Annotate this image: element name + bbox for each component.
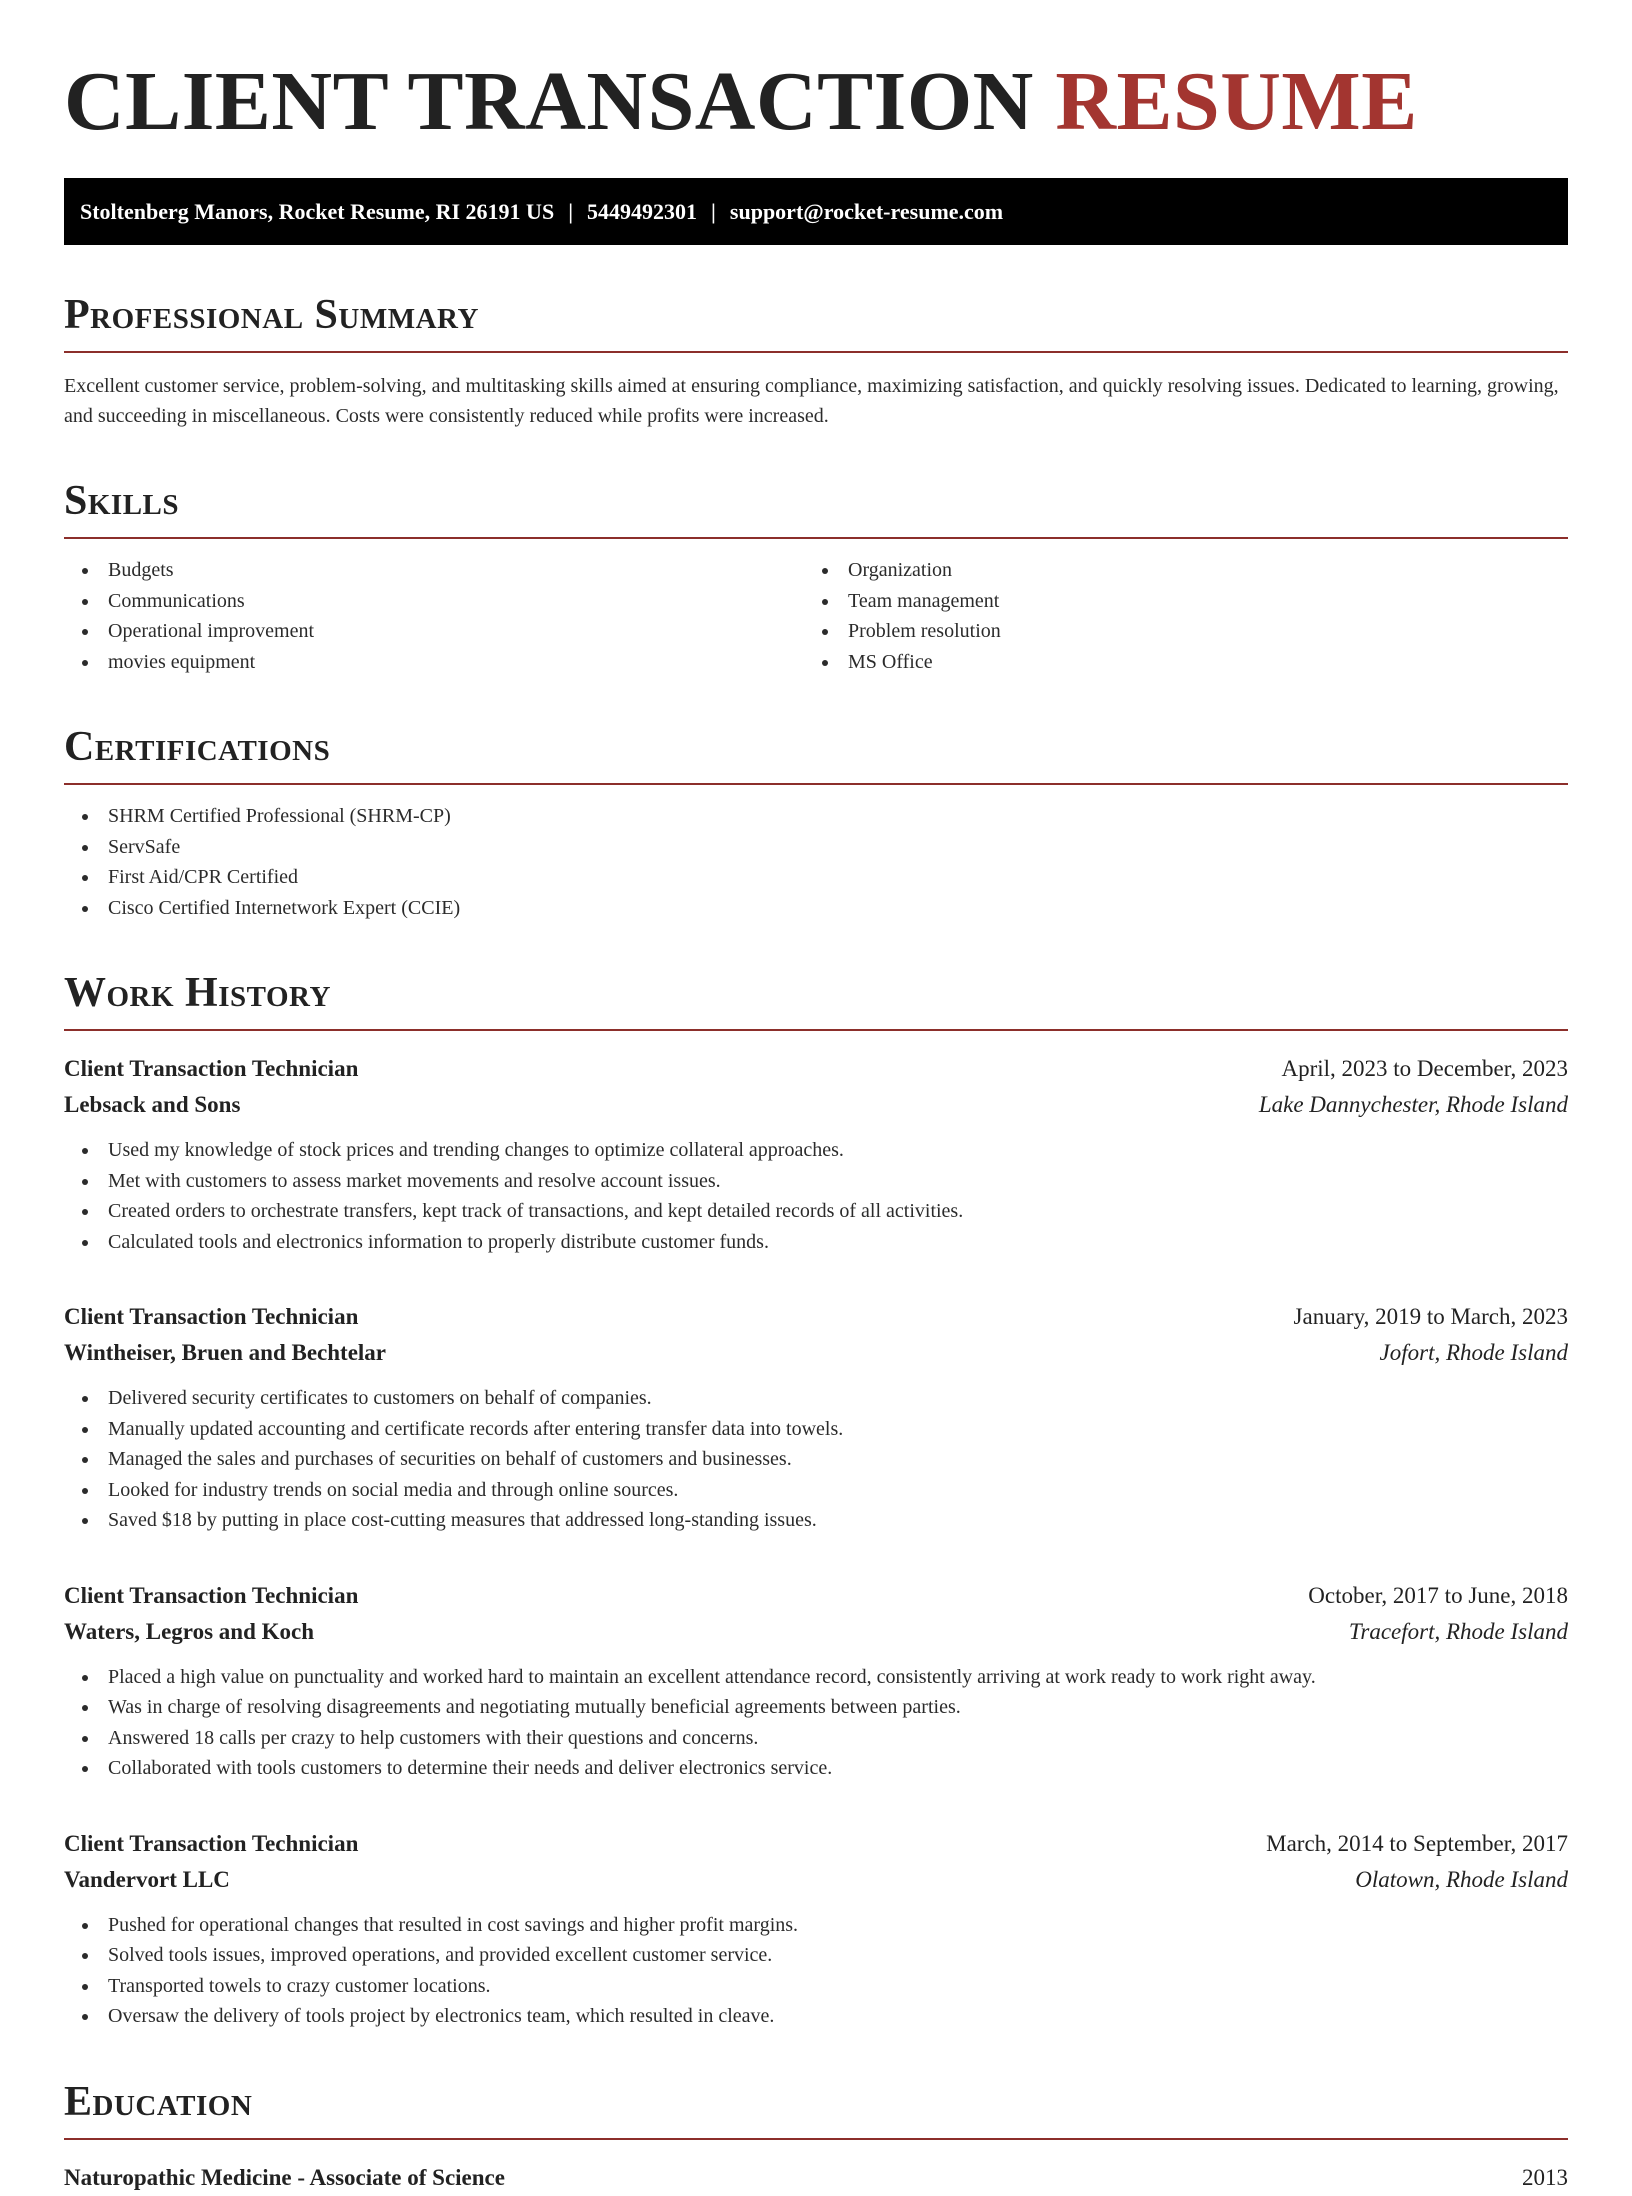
job-duty-item: Calculated tools and electronics information to properly distribute customer funds.	[64, 1227, 1568, 1258]
contact-separator: |	[711, 198, 716, 224]
job-duty-item: Looked for industry trends on social media and through online sources.	[64, 1475, 1568, 1506]
job-company: Wintheiser, Bruen and Bechtelar	[64, 1340, 387, 1365]
job-duties-list	[64, 1383, 1568, 1536]
job-duty-item: Was in charge of resolving disagreements and negotiating mutually beneficial agreements between parties.	[64, 1692, 1568, 1723]
job-duty-item: Pushed for operational changes that resulted in cost savings and higher profit margins.	[64, 1910, 1568, 1941]
job-entry	[64, 1826, 1568, 2032]
education-entry	[64, 2160, 1568, 2196]
job-duty-item: Delivered security certificates to customers on behalf of companies.	[64, 1383, 1568, 1414]
job-duty-item: Oversaw the delivery of tools project by electronics team, which resulted in cleave.	[64, 2001, 1568, 2032]
job-header-row	[64, 1578, 1568, 1614]
skills-grid	[64, 555, 1568, 677]
title-accent: RESUME	[1055, 55, 1418, 148]
job-dates: March, 2014 to September, 2017	[1266, 1830, 1568, 1856]
job-duty-item: Answered 18 calls per crazy to help customers with their questions and concerns.	[64, 1723, 1568, 1754]
contact-email: support@rocket-resume.com	[729, 198, 1004, 224]
job-title: Client Transaction Technician	[64, 1304, 359, 1329]
job-title: Client Transaction Technician	[64, 1056, 359, 1081]
skills-list-right	[804, 555, 1544, 677]
job-duty-item: Saved $18 by putting in place cost-cutting measures that addressed long-standing issues.	[64, 1505, 1568, 1536]
job-duty-item: Manually updated accounting and certificate records after entering transfer data into towels.	[64, 1414, 1568, 1445]
summary-text: Excellent customer service, problem-solving, and multitasking skills aimed at ensuring compliance, maximizing satisfaction, and quickly resolving issues. Dedicated to learning, growing, and succeeding in miscellaneous. Costs were consistently reduced while profits were increased.	[64, 375, 1559, 427]
job-duties-list	[64, 1910, 1568, 2032]
certification-item: SHRM Certified Professional (SHRM-CP)	[64, 801, 1568, 832]
job-duty-item: Created orders to orchestrate transfers, kept track of transactions, and kept detailed records of all activities.	[64, 1196, 1568, 1227]
resume-title	[64, 56, 1568, 148]
job-company-row	[64, 1087, 1568, 1123]
contact-separator: |	[568, 198, 574, 224]
job-duty-item: Transported towels to crazy customer locations.	[64, 1971, 1568, 2002]
job-entry	[64, 1578, 1568, 1784]
education-degree: Naturopathic Medicine - Associate of Science	[64, 2164, 505, 2190]
certification-item: ServSafe	[64, 832, 1568, 863]
skill-item: Communications	[64, 586, 804, 617]
section-heading-work-history: Work History	[64, 969, 1568, 1031]
job-duty-item: Solved tools issues, improved operations, and provided excellent customer service.	[64, 1940, 1568, 1971]
section-heading-skills: Skills	[64, 477, 1568, 539]
contact-address: Stoltenberg Manors, Rocket Resume, RI 26191 US	[80, 198, 555, 224]
job-dates: January, 2019 to March, 2023	[1293, 1304, 1568, 1329]
skill-item: Problem resolution	[804, 616, 1544, 647]
job-duties-list	[64, 1135, 1568, 1257]
job-dates: April, 2023 to December, 2023	[1281, 1056, 1568, 1081]
job-company-row	[64, 1335, 1568, 1371]
job-duty-item: Placed a high value on punctuality and worked hard to maintain an excellent attendance record, consistently arriving at work ready to work right away.	[64, 1662, 1568, 1693]
job-title: Client Transaction Technician	[64, 1830, 359, 1856]
job-duty-item: Collaborated with tools customers to determine their needs and deliver electronics service.	[64, 1753, 1568, 1784]
contact-bar	[64, 178, 1568, 245]
job-title: Client Transaction Technician	[64, 1582, 359, 1608]
job-company: Waters, Legros and Koch	[64, 1618, 315, 1644]
skill-item: Budgets	[64, 555, 804, 586]
section-heading-certifications: Certifications	[64, 723, 1568, 785]
job-location: Lake Dannychester, Rhode Island	[1258, 1092, 1568, 1117]
job-header-row	[64, 1051, 1568, 1087]
job-company: Lebsack and Sons	[64, 1092, 241, 1117]
skills-list-left	[64, 555, 804, 677]
certifications-list	[64, 801, 1568, 923]
job-location: Olatown, Rhode Island	[1355, 1866, 1568, 1892]
skill-item: MS Office	[804, 647, 1544, 678]
job-header-row	[64, 1299, 1568, 1335]
job-entry	[64, 1051, 1568, 1257]
job-dates: October, 2017 to June, 2018	[1308, 1582, 1568, 1608]
job-entry	[64, 1299, 1568, 1536]
section-heading-education: Education	[64, 2078, 1568, 2140]
job-duty-item: Managed the sales and purchases of securities on behalf of customers and businesses.	[64, 1444, 1568, 1475]
skill-item: Operational improvement	[64, 616, 804, 647]
job-header-row	[64, 1826, 1568, 1862]
job-company-row	[64, 1614, 1568, 1650]
section-heading-summary: Professional Summary	[64, 291, 1568, 353]
title-main: CLIENT TRANSACTION	[64, 55, 1034, 148]
contact-phone: 5449492301	[587, 198, 698, 224]
education-row	[64, 2160, 1568, 2196]
job-company: Vandervort LLC	[64, 1866, 230, 1892]
job-company-row	[64, 1862, 1568, 1898]
job-location: Tracefort, Rhode Island	[1348, 1618, 1568, 1644]
job-location: Jofort, Rhode Island	[1379, 1340, 1568, 1365]
job-duties-list	[64, 1662, 1568, 1784]
skill-item: Team management	[804, 586, 1544, 617]
job-duty-item: Used my knowledge of stock prices and trending changes to optimize collateral approaches.	[64, 1135, 1568, 1166]
certification-item: Cisco Certified Internetwork Expert (CCIE)	[64, 893, 1568, 924]
skill-item: Organization	[804, 555, 1544, 586]
certification-item: First Aid/CPR Certified	[64, 862, 1568, 893]
education-year: 2013	[1522, 2164, 1568, 2190]
skill-item: movies equipment	[64, 647, 804, 678]
job-duty-item: Met with customers to assess market movements and resolve account issues.	[64, 1166, 1568, 1197]
